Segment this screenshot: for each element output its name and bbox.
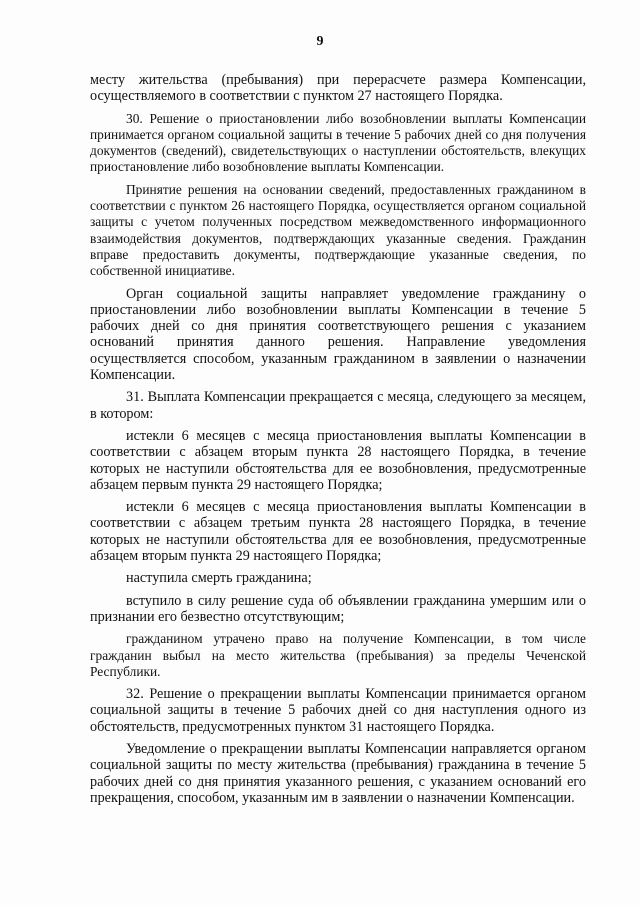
list-item-31-5: гражданином утрачено право на получение Компенсации, в том числе гражданин выбыл на место жительства (пребывания) за пределы Чеченской Республики. [90, 631, 586, 679]
paragraph-continuation: месту жительства (пребывания) при перерасчете размера Компенсации, осуществляемого в соответствии с пунктом 27 настоящего Порядка. [90, 72, 586, 105]
list-item-31-3: наступила смерть гражданина; [126, 570, 312, 587]
paragraph-30: 30. Решение о приостановлении либо возобновлении выплаты Компенсации принимается органом социальной защиты в течение 5 рабочих дней со дня получения документов (сведений), свидетельствующих о наступлении обстоятельств, влекущих приостановление либо возобновление выплаты Компенсации. [90, 110, 586, 175]
paragraph-31: 31. Выплата Компенсации прекращается с месяца, следующего за месяцем, в котором: [90, 389, 586, 422]
page-number: 9 [316, 34, 324, 49]
document-body [90, 72, 586, 812]
list-item-31-2: истекли 6 месяцев с месяца приостановления выплаты Компенсации в соответствии с абзацем третьим пункта 28 настоящего Порядка, в течение которых не наступили обстоятельства для ее возобновления, предусмотренные абзацем вторым пункта 29 настоящего Порядка; [90, 499, 586, 565]
list-item-31-1: истекли 6 месяцев с месяца приостановления выплаты Компенсации в соответствии с абзацем вторым пункта 28 настоящего Порядка, в течение которых не наступили обстоятельства для ее возобновления, предусмотренные абзацем первым пункта 29 настоящего Порядка; [90, 427, 586, 493]
paragraph-notification: Орган социальной защиты направляет уведомление гражданину о приостановлении либо возобновлении выплаты Компенсации в течение 5 рабочих дней со дня принятия соответствующего решения с указанием оснований принятия данного решения. Направление уведомления осуществляется способом, указанным гражданином в заявлении о назначении Компенсации. [90, 285, 586, 384]
paragraph-termination-notice: Уведомление о прекращении выплаты Компенсации направляется органом социальной защиты по месту жительства (пребывания) гражданина в течение 5 рабочих дней со дня принятия указанного решения, с указанием оснований его прекращения, способом, указанным им в заявлении о назначении Компенсации. [90, 740, 586, 806]
paragraph-decision-basis: Принятие решения на основании сведений, предоставленных гражданином в соответствии с пунктом 26 настоящего Порядка, осуществляется органом социальной защиты с учетом полученных посредством межведомственного информационного взаимодействия документов, подтверждающих указанные сведения. Гражданин вправе предоставить документы, подтверждающие указанные сведения, по собственной инициативе. [90, 181, 586, 279]
paragraph-32: 32. Решение о прекращении выплаты Компенсации принимается органом социальной защиты в течение 5 рабочих дней со дня наступления одного из обстоятельств, предусмотренных пунктом 31 настоящего Порядка. [90, 686, 586, 735]
list-item-31-4: вступило в силу решение суда об объявлении гражданина умершим или о признании его безвестно отсутствующим; [90, 592, 586, 625]
